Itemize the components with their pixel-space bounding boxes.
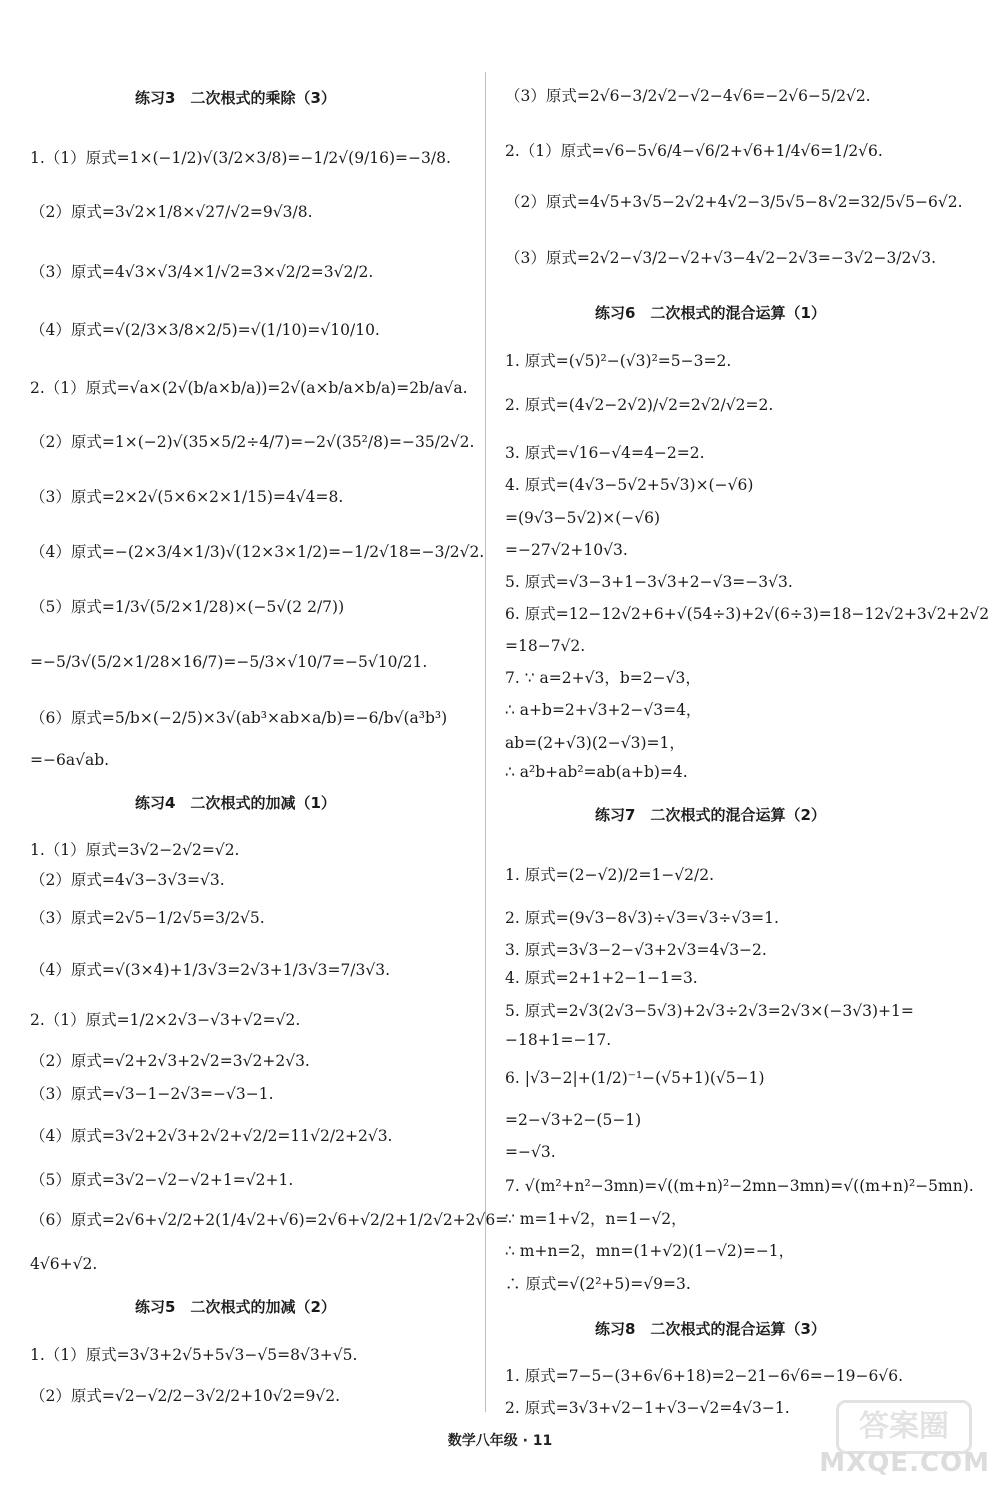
answer-line: 4. 原式=(4√3−5√2+5√3)×(−√6) bbox=[505, 476, 754, 494]
answer-line: 2.（1）原式=√6−5√6/4−√6/2+√6+1/4√6=1/2√6. bbox=[505, 142, 883, 160]
answer-line: ∴ 原式=√(2²+5)=√9=3. bbox=[505, 1275, 691, 1293]
answer-line: （4）原式=−(2×3/4×1/3)√(12×3×1/2)=−1/2√18=−3/2√2. bbox=[30, 543, 485, 561]
answer-line: 5. 原式=√3−3+1−3√3+2−√3=−3√3. bbox=[505, 573, 793, 591]
answer-line: =(9√3−5√2)×(−√6) bbox=[505, 509, 661, 527]
answer-line: =2−√3+2−(5−1) bbox=[505, 1111, 642, 1129]
section-heading-4: 练习4 二次根式的加减（1） bbox=[135, 794, 336, 812]
answer-line: 1.（1）原式=3√2−2√2=√2. bbox=[30, 841, 240, 859]
answer-line: 2. 原式=(4√2−2√2)/√2=2√2/√2=2. bbox=[505, 396, 774, 414]
answer-line: 4. 原式=2+1+2−1−1=3. bbox=[505, 969, 698, 987]
answer-line: =−27√2+10√3. bbox=[505, 541, 628, 559]
answer-line: （3）原式=2√2−√3/2−√2+√3−4√2−2√3=−3√2−3/2√3. bbox=[505, 249, 937, 267]
section-heading-6: 练习6 二次根式的混合运算（1） bbox=[595, 304, 826, 322]
answer-line: 2.（1）原式=1/2×2√3−√3+√2=√2. bbox=[30, 1011, 301, 1029]
answer-line: 2. 原式=3√3+√2−1+√3−√2=4√3−1. bbox=[505, 1399, 790, 1417]
answer-line: （3）原式=2√6−3/2√2−√2−4√6=−2√6−5/2√2. bbox=[505, 87, 871, 105]
answer-line: （3）原式=4√3×√3/4×1/√2=3×√2/2=3√2/2. bbox=[30, 263, 374, 281]
answer-line: 3. 原式=3√3−2−√3+2√3=4√3−2. bbox=[505, 941, 767, 959]
answer-line: ab=(2+√3)(2−√3)=1， bbox=[505, 734, 685, 752]
answer-line: 1.（1）原式=1×(−1/2)√(3/2×3/8)=−1/2√(9/16)=−3/8. bbox=[30, 149, 451, 167]
answer-line: （2）原式=√2−√2/2−3√2/2+10√2=9√2. bbox=[30, 1387, 341, 1405]
answer-line: ∴ m+n=2，mn=(1+√2)(1−√2)=−1， bbox=[505, 1242, 795, 1260]
answer-line: 1. 原式=7−5−(3+6√6+18)=2−21−6√6=−19−6√6. bbox=[505, 1367, 904, 1385]
page-footer: 数学八年级 · 11 bbox=[447, 1433, 553, 1449]
answer-line: 7. √(m²+n²−3mn)=√((m+n)²−2mn−3mn)=√((m+n)²−5mn). bbox=[505, 1177, 974, 1195]
answer-line: （2）原式=1×(−2)√(35×5/2÷4/7)=−2√(35²/8)=−35/2√2. bbox=[30, 433, 475, 451]
answer-line: 5. 原式=2√3(2√3−5√3)+2√3÷2√3=2√3×(−3√3)+1= bbox=[505, 1002, 914, 1020]
answer-line: （4）原式=3√2+2√3+2√2+√2/2=11√2/2+2√3. bbox=[30, 1127, 393, 1145]
answer-line: （3）原式=√3−1−2√3=−√3−1. bbox=[30, 1085, 274, 1103]
answer-line: （5）原式=3√2−√2−√2+1=√2+1. bbox=[30, 1171, 294, 1189]
answer-line: 1. 原式=(√5)²−(√3)²=5−3=2. bbox=[505, 352, 732, 370]
answer-line: 3. 原式=√16−√4=4−2=2. bbox=[505, 444, 705, 462]
answer-line: （2）原式=4√3−3√3=√3. bbox=[30, 871, 225, 889]
answer-line: −18+1=−17. bbox=[505, 1031, 612, 1049]
section-heading-7: 练习7 二次根式的混合运算（2） bbox=[595, 806, 826, 824]
answer-line: 2.（1）原式=√a×(2√(b/a×b/a))=2√(a×b/a×b/a)=2b/a√a. bbox=[30, 379, 468, 397]
section-heading-5: 练习5 二次根式的加减（2） bbox=[135, 1298, 336, 1316]
answer-line: 2. 原式=(9√3−8√3)÷√3=√3÷√3=1. bbox=[505, 909, 779, 927]
answer-line: （5）原式=1/3√(5/2×1/28)×(−5√(2 2/7)) bbox=[30, 598, 345, 616]
answer-line: 1. 原式=(2−√2)/2=1−√2/2. bbox=[505, 866, 715, 884]
answer-line: （4）原式=√(2/3×3/8×2/5)=√(1/10)=√10/10. bbox=[30, 321, 380, 339]
answer-line: （3）原式=2×2√(5×6×2×1/15)=4√4=8. bbox=[30, 488, 344, 506]
answer-line: 6. |√3−2|+(1/2)⁻¹−(√5+1)(√5−1) bbox=[505, 1069, 765, 1087]
answer-line: =−6a√ab. bbox=[30, 751, 110, 769]
answer-line: 6. 原式=12−12√2+6+√(54÷3)+2√(6÷3)=18−12√2+3√2+2√2 bbox=[505, 605, 990, 623]
answer-line: （4）原式=√(3×4)+1/3√3=2√3+1/3√3=7/3√3. bbox=[30, 961, 391, 979]
answer-line: 7. ∵ a=2+√3，b=2−√3， bbox=[505, 669, 701, 687]
answer-line: =−5/3√(5/2×1/28×16/7)=−5/3×√10/7=−5√10/21. bbox=[30, 653, 428, 671]
section-heading-8: 练习8 二次根式的混合运算（3） bbox=[595, 1320, 826, 1338]
section-heading-3: 练习3 二次根式的乘除（3） bbox=[135, 89, 336, 107]
watermark-logo-icon: 答案圈 bbox=[836, 1400, 972, 1454]
watermark-site: MXQE.COM bbox=[819, 1448, 990, 1478]
answer-line: =−√3. bbox=[505, 1143, 556, 1161]
answer-line: （2）原式=√2+2√3+2√2=3√2+2√3. bbox=[30, 1052, 310, 1070]
answer-line: （2）原式=3√2×1/8×√27/√2=9√3/8. bbox=[30, 203, 313, 221]
answer-line: （6）原式=5/b×(−2/5)×3√(ab³×ab×a/b)=−6/b√(a³b³) bbox=[30, 709, 448, 727]
answer-line: =18−7√2. bbox=[505, 637, 586, 655]
answer-line: ∵ m=1+√2，n=1−√2， bbox=[505, 1210, 687, 1228]
answer-line: ∴ a²b+ab²=ab(a+b)=4. bbox=[505, 763, 688, 781]
answer-line: （6）原式=2√6+√2/2+2(1/4√2+√6)=2√6+√2/2+1/2√2+2√6= bbox=[30, 1211, 509, 1229]
answer-line: 1.（1）原式=3√3+2√5+5√3−√5=8√3+√5. bbox=[30, 1346, 358, 1364]
answer-line: 4√6+√2. bbox=[30, 1255, 98, 1273]
answer-line: （2）原式=4√5+3√5−2√2+4√2−3/5√5−8√2=32/5√5−6√2. bbox=[505, 193, 963, 211]
answer-line: ∴ a+b=2+√3+2−√3=4， bbox=[505, 701, 702, 719]
answer-line: （3）原式=2√5−1/2√5=3/2√5. bbox=[30, 909, 265, 927]
